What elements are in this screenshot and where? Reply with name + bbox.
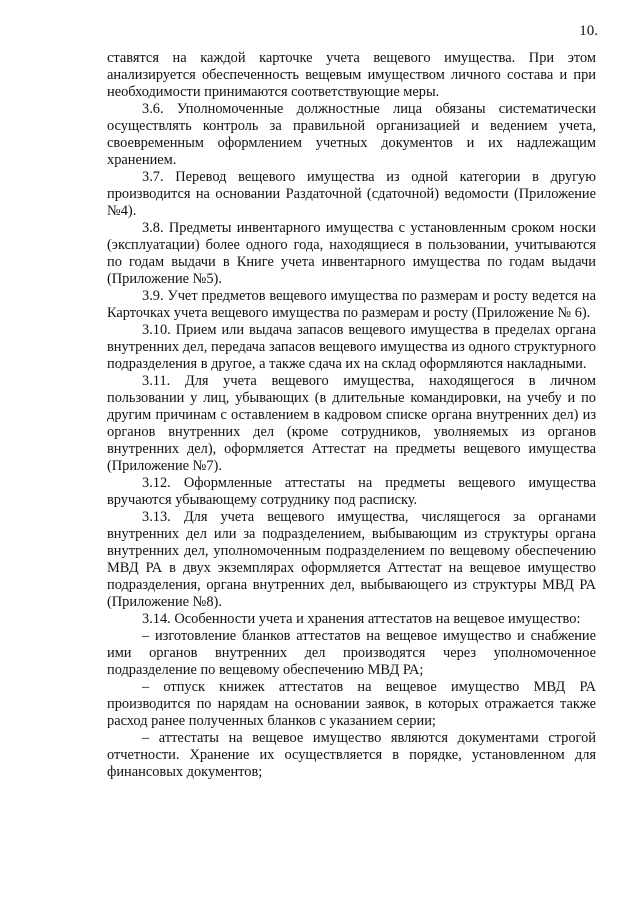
list-item: – изготовление бланков аттестатов на вещевое имущество и снабжение ими органов внутренних дел производятся через уполномоченное подразделение по вещевому обеспечению МВД РА; — [107, 628, 596, 678]
list-item: – отпуск книжек аттестатов на вещевое имущество МВД РА производится по нарядам на основании заявок, в которых отражается также расход ранее полученных бланков с указанием серии; — [107, 679, 596, 729]
page-number: 10. — [579, 23, 598, 39]
document-body — [107, 50, 596, 781]
paragraph: 3.13. Для учета вещевого имущества, числящегося за органами внутренних дел или за подразделением, выбывающим из структуры органа внутренних дел, уполномоченным подразделением по вещевому обеспечению МВД РА в двух экземплярах оформляется Аттестат на вещевое имущество подразделения, органа внутренних дел, выбывающего из структуры МВД РА (Приложение №8). — [107, 509, 596, 610]
paragraph: 3.12. Оформленные аттестаты на предметы вещевого имущества вручаются убывающему сотруднику под расписку. — [107, 475, 596, 508]
paragraph: 3.10. Прием или выдача запасов вещевого имущества в пределах органа внутренних дел, передача запасов вещевого имущества из одного структурного подразделения в другое, а также сдача их на склад оформляются накладными. — [107, 322, 596, 372]
list-item: – аттестаты на вещевое имущество являются документами строгой отчетности. Хранение их осуществляется в порядке, установленном для финансовых документов; — [107, 730, 596, 780]
paragraph: 3.14. Особенности учета и хранения аттестатов на вещевое имущество: — [142, 611, 581, 627]
paragraph: ставятся на каждой карточке учета вещевого имущества. При этом анализируется обеспеченность вещевым имуществом личного состава и при необходимости принимаются соответствующие меры. — [107, 50, 596, 100]
paragraph: 3.9. Учет предметов вещевого имущества по размерам и росту ведется на Карточках учета вещевого имущества по размерам и росту (Приложение № 6). — [107, 288, 596, 321]
paragraph: 3.8. Предметы инвентарного имущества с установленным сроком носки (эксплуатации) более одного года, находящиеся в пользовании, учитываются по годам выдачи в Книге учета инвентарного имущества по годам выдачи (Приложение №5). — [107, 220, 596, 287]
paragraph: 3.11. Для учета вещевого имущества, находящегося в личном пользовании у лиц, убывающих (в длительные командировки, на учебу и по другим причинам с оставлением в кадровом списке органа внутренних дел) из органов внутренних дел (кроме сотрудников, уволняемых из органов внутренних дел), оформляется Аттестат на предметы вещевого имущества (Приложение №7). — [107, 373, 596, 474]
paragraph: 3.6. Уполномоченные должностные лица обязаны систематически осуществлять контроль за правильной организацией и ведением учета, своевременным оформлением учетных документов и их надлежащим хранением. — [107, 101, 596, 168]
paragraph: 3.7. Перевод вещевого имущества из одной категории в другую производится на основании Раздаточной (сдаточной) ведомости (Приложение №4). — [107, 169, 596, 219]
